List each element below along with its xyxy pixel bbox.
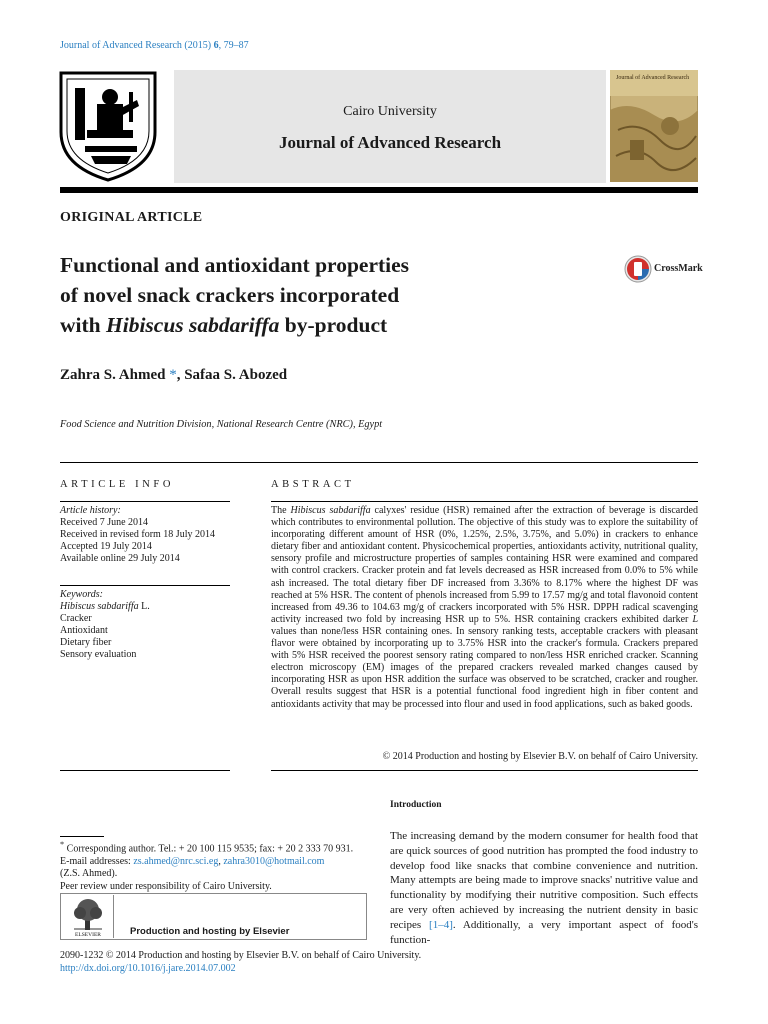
intro-text-post: . Additionally, a very important aspect of food's function- bbox=[390, 918, 698, 946]
article-info-bottom-rule bbox=[60, 770, 230, 771]
keyword-item: Cracker bbox=[60, 613, 92, 625]
journal-citation[interactable] bbox=[60, 40, 249, 51]
corresponding-author-link[interactable]: * bbox=[169, 367, 177, 383]
email-separator: , bbox=[218, 855, 224, 867]
citation-link[interactable]: [1–4] bbox=[429, 918, 453, 931]
journal-header-band bbox=[174, 70, 606, 183]
intro-text-pre: The increasing demand by the modern consumer for health food that are quick sources of good nutrition has prompted the food industry to develop food like snacks that combine convenience and nutrition. Many attempts are being made to improve snacks' nutritive value and functionality by modifying their nutritive composition. Such effects are very often achieved by increasing the nutrient density in basic recipes bbox=[390, 830, 698, 931]
abstract-end: values than none/less HSR containing ones. In sensory ranking tests, acceptable crackers with pleasant flavor were obtained by incorporating up to 3.75% HSR into the cracker's formula. Crackers prepared with 5% HSR received the poorest sensory rating compared to non/less HSR enriched cracker. Scanning electron microscopy (EM) images of the prepared crackers revealed marked changes caused by incorporating HSR as upon HSR addition the surface was observed to be scratched, cracker and rougher. Overall results suggest that HSR is a potential functional food ingredient high in fiber content and antioxidants activity that may be processed into flour and used in food applications, such as baked goods. bbox=[271, 625, 698, 710]
abstract-bottom-rule bbox=[271, 770, 698, 771]
abstract-species: Hibiscus sabdariffa bbox=[290, 505, 371, 516]
abstract-heading: ABSTRACT bbox=[271, 479, 355, 490]
author-2: , Safaa S. Abozed bbox=[176, 367, 288, 383]
keyword-item bbox=[60, 601, 235, 613]
footnote-corresponding bbox=[60, 839, 368, 856]
doi-link[interactable]: http://dx.doi.org/10.1016/j.jare.2014.07.002 bbox=[60, 963, 236, 974]
footnote-star: * bbox=[60, 840, 65, 849]
header-divider bbox=[60, 187, 698, 193]
history-received: Received 7 June 2014 bbox=[60, 517, 149, 529]
article-title bbox=[60, 250, 530, 340]
keyword-item: Sensory evaluation bbox=[60, 649, 137, 661]
article-info-heading: ARTICLE INFO bbox=[60, 479, 175, 490]
section-divider bbox=[60, 462, 698, 463]
affiliation: Food Science and Nutrition Division, National Research Centre (NRC), Egypt bbox=[60, 419, 383, 430]
keyword-species: Hibiscus sabdariffa bbox=[60, 601, 139, 613]
article-info-rule bbox=[60, 501, 230, 502]
journal-cover-image[interactable] bbox=[610, 70, 698, 182]
cover-title: Journal of Advanced Research bbox=[616, 75, 690, 81]
introduction-heading: Introduction bbox=[390, 800, 442, 810]
abstract-rule bbox=[271, 501, 698, 502]
title-species: Hibiscus sabdariffa bbox=[106, 313, 280, 337]
journal-volume: 6 bbox=[213, 40, 219, 51]
keywords-label: Keywords: bbox=[60, 589, 103, 600]
abstract-text bbox=[271, 505, 698, 711]
journal-name: Journal of Advanced Research bbox=[278, 133, 502, 152]
cairo-university-logo bbox=[57, 70, 159, 182]
history-online: Available online 29 July 2014 bbox=[60, 553, 180, 565]
peer-review-note: Peer review under responsibility of Cairo University. bbox=[60, 880, 272, 892]
article-history bbox=[60, 505, 235, 565]
footnote bbox=[60, 839, 368, 893]
author-1: Zahra S. Ahmed bbox=[60, 367, 166, 383]
issn-line: 2090-1232 © 2014 Production and hosting by Elsevier B.V. on behalf of Cairo University. bbox=[60, 950, 422, 961]
history-revised: Received in revised form 18 July 2014 bbox=[60, 529, 215, 541]
email-label: E-mail addresses: bbox=[60, 855, 134, 867]
crossmark-label[interactable]: CrossMark bbox=[654, 263, 703, 274]
title-line-3-post: by-product bbox=[279, 313, 388, 337]
journal-pages: , 79–87 bbox=[218, 40, 249, 51]
publisher-hosting: Production and hosting by Elsevier bbox=[130, 926, 290, 937]
history-accepted: Accepted 19 July 2014 bbox=[60, 541, 152, 553]
elsevier-tree-logo[interactable] bbox=[68, 896, 108, 938]
title-line-3 bbox=[60, 310, 530, 340]
footnote-rule bbox=[60, 836, 104, 837]
title-line-3-pre: with bbox=[60, 313, 106, 337]
journal-citation-prefix: Journal of Advanced Research (2015) bbox=[60, 40, 212, 51]
footnote-emails bbox=[60, 856, 368, 869]
keyword-item: Antioxidant bbox=[60, 625, 108, 637]
introduction-text bbox=[390, 829, 698, 947]
abstract-pre: The bbox=[271, 505, 291, 516]
publisher-separator bbox=[113, 895, 114, 938]
footnote-contact: Corresponding author. Tel.: + 20 100 115 9535; fax: + 20 2 333 70 931. bbox=[64, 843, 354, 855]
email-owner: (Z.S. Ahmed). bbox=[60, 868, 118, 880]
abstract-copyright: © 2014 Production and hosting by Elsevier B.V. on behalf of Cairo University. bbox=[382, 751, 698, 762]
history-label: Article history: bbox=[60, 505, 121, 516]
authors bbox=[60, 367, 287, 384]
abstract-main: calyxes' residue (HSR) remained after the extraction of beverage is discarded which contributes to environmental pollution. The objective of this study was to explore the suitability of incorporating different amount of HSR (0%, 1.25%, 2.5%, 3.75%, and 5.0%) in crackers to enhance dietary fiber and antioxidant content. Physicochemical properties, antioxidants activity, nutritional quality, sensory profile and microstructure properties of samples containing HSR were examined and compared with control crackers. Cracker protein and fat levels decreased as HSR increased from 0.0% to 5% while ash increased. The total dietary fiber DF increased from 3.36% to 8.17% where the highest DF was reached at 5% HSR. The content of phenols increased from 5.99 to 17.57 mg/g and total flavonoid content increased from 49.36 to 104.63 mg/g of crackers incorporated with 5% HSR. DPPH radical scavenging activity increased two fold by increasing HSR up to 5%. HSR containing crackers exhibited darker bbox=[271, 505, 698, 625]
university-name: Cairo University bbox=[343, 104, 437, 119]
keywords-rule bbox=[60, 585, 230, 586]
email-link-1[interactable]: zs.ahmed@nrc.sci.eg bbox=[133, 855, 219, 867]
keywords bbox=[60, 589, 235, 662]
keyword-item: Dietary fiber bbox=[60, 637, 112, 649]
abstract-l-value: L bbox=[692, 613, 698, 625]
title-line-2: of novel snack crackers incorporated bbox=[60, 283, 400, 307]
keyword-species-suffix: L. bbox=[138, 601, 150, 613]
title-line-1: Functional and antioxidant properties bbox=[60, 253, 410, 277]
elsevier-logo-text: ELSEVIER bbox=[75, 932, 101, 938]
article-type: ORIGINAL ARTICLE bbox=[60, 210, 203, 225]
email-link-2[interactable]: zahra3010@hotmail.com bbox=[223, 855, 325, 867]
